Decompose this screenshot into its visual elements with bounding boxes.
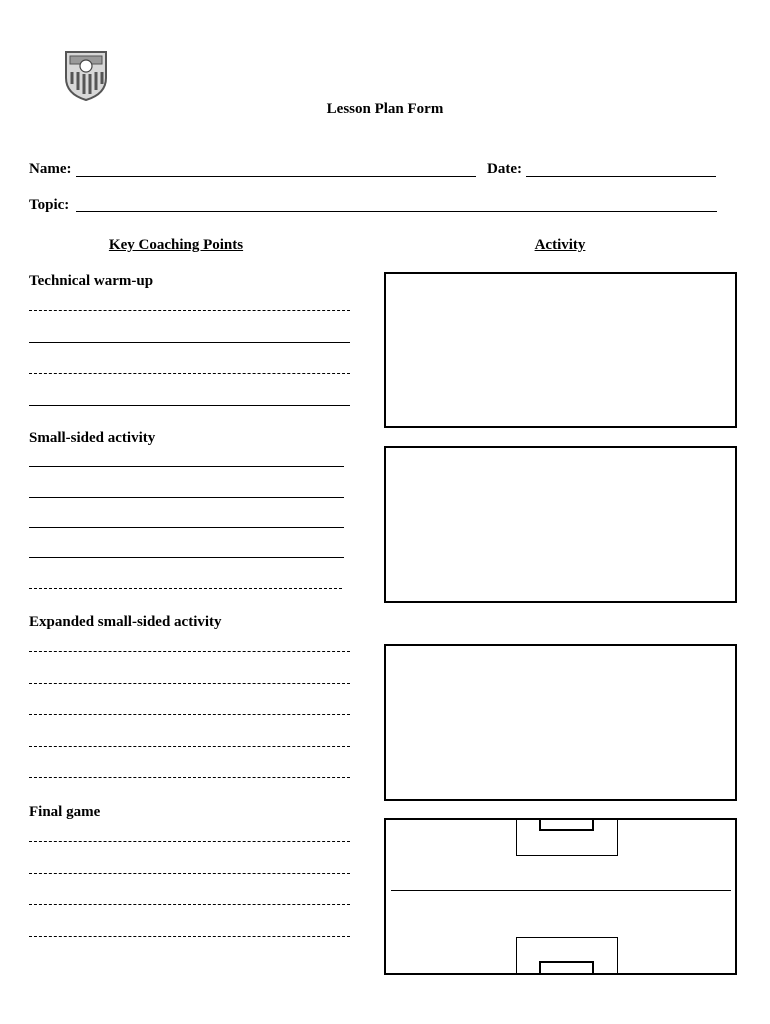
coaching-line[interactable] — [29, 466, 344, 467]
topic-label: Topic: — [29, 197, 70, 213]
section-small-sided-activity: Small-sided activity — [29, 430, 156, 446]
coaching-line[interactable] — [29, 841, 350, 842]
coaching-line[interactable] — [29, 936, 350, 937]
form-title: Lesson Plan Form — [326, 101, 444, 117]
key-coaching-points-heading: Key Coaching Points — [108, 237, 244, 253]
topic-field[interactable] — [76, 211, 717, 212]
name-field[interactable] — [76, 176, 476, 177]
coaching-line[interactable] — [29, 588, 342, 589]
bottom-goal-area — [539, 961, 594, 973]
top-goal-area — [539, 820, 594, 831]
coaching-line[interactable] — [29, 557, 344, 558]
coaching-line[interactable] — [29, 310, 350, 311]
activity-box-warm-up[interactable] — [384, 272, 737, 428]
us-soccer-crest-icon — [62, 46, 110, 102]
coaching-line[interactable] — [29, 683, 350, 684]
coaching-line[interactable] — [29, 405, 350, 406]
coaching-line[interactable] — [29, 746, 350, 747]
coaching-line[interactable] — [29, 373, 350, 374]
coaching-line[interactable] — [29, 873, 350, 874]
name-label: Name: — [29, 161, 72, 177]
halfway-line — [391, 890, 731, 891]
activity-heading: Activity — [534, 237, 586, 253]
coaching-line[interactable] — [29, 714, 350, 715]
activity-box-expanded[interactable] — [384, 644, 737, 801]
coaching-line[interactable] — [29, 342, 350, 343]
coaching-line[interactable] — [29, 904, 350, 905]
coaching-line[interactable] — [29, 651, 350, 652]
section-technical-warm-up: Technical warm-up — [29, 273, 154, 289]
coaching-line[interactable] — [29, 777, 350, 778]
section-final-game: Final game — [29, 804, 101, 820]
date-field[interactable] — [526, 176, 716, 177]
activity-box-small-sided[interactable] — [384, 446, 737, 603]
section-expanded-small-sided-activity: Expanded small-sided activity — [29, 614, 222, 630]
coaching-line[interactable] — [29, 527, 344, 528]
date-label: Date: — [487, 161, 522, 177]
coaching-line[interactable] — [29, 497, 344, 498]
